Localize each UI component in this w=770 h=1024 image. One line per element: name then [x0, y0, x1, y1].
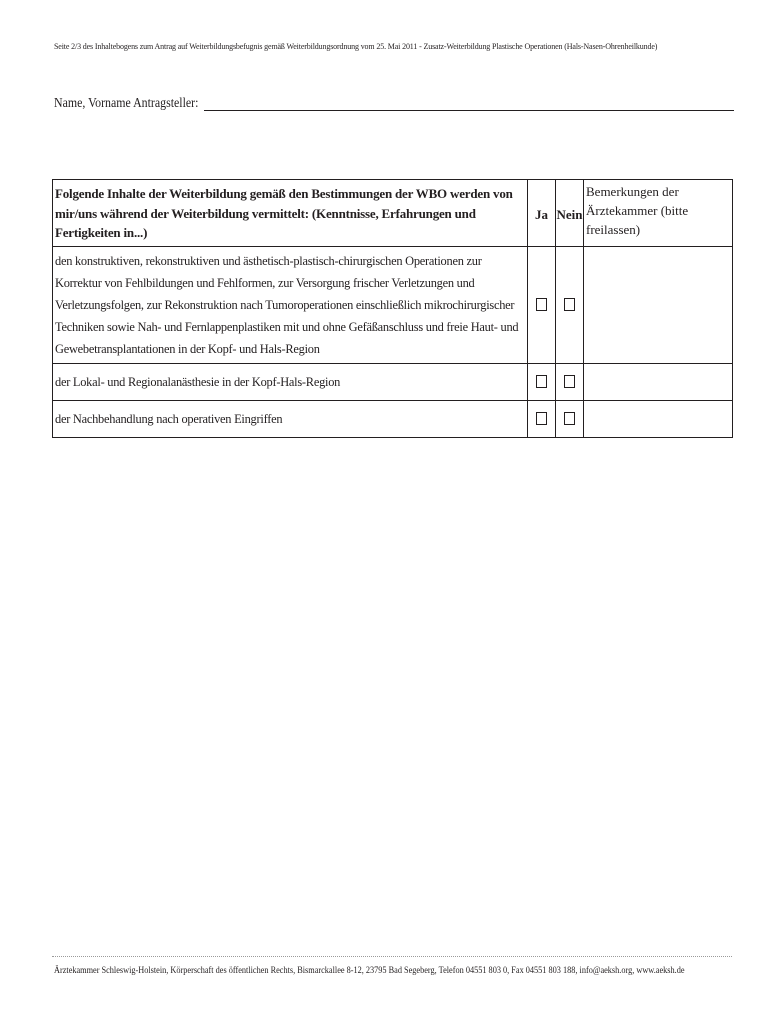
applicant-name-field[interactable]: [204, 97, 734, 111]
row-text: der Nachbehandlung nach operativen Eingriffen: [53, 400, 528, 437]
bemerkungen-cell: [584, 363, 733, 400]
table-row: [53, 363, 733, 400]
table-row: [53, 400, 733, 437]
checkbox-ja[interactable]: [536, 412, 547, 425]
checkbox-nein[interactable]: [564, 412, 575, 425]
column-header-ja: Ja: [528, 180, 556, 247]
column-header-contents: Folgende Inhalte der Weiterbildung gemäß den Bestimmungen der WBO werden von mir/uns während der Weiterbildung vermittelt: (Kenntnisse, Erfahrungen und Fertigkeiten in...): [53, 180, 528, 247]
checkbox-nein[interactable]: [564, 375, 575, 388]
page-header-text: Seite 2/3 des Inhaltebogens zum Antrag auf Weiterbildungsbefugnis gemäß Weiterbildungsordnung vom 25. Mai 2011 - Zusatz-Weiterbildung Plastische Operationen (Hals-Nasen-Ohrenheilkunde): [54, 41, 658, 51]
row-text: der Lokal- und Regionalanästhesie in der Kopf-Hals-Region: [53, 363, 528, 400]
applicant-name-label: Name, Vorname Antragsteller:: [54, 95, 199, 110]
footer-divider: [52, 956, 732, 957]
table-row: [53, 246, 733, 363]
checkbox-ja[interactable]: [536, 375, 547, 388]
applicant-name-row: [54, 91, 734, 111]
bemerkungen-cell: [584, 246, 733, 363]
row-text: den konstruktiven, rekonstruktiven und ästhetisch-plastisch-chirurgischen Operationen zur Korrektur von Fehlbildungen und Fehlformen, zur Versorgung frischer Verletzungen und Verletzungsfolgen, zur Rekonstruktion nach Tumoroperationen einschließlich mikrochirurgischer Techniken sowie Nah- und Fernlappenplastiken mit und ohne Gefäßanschluss und freie Haut- und Gewebetransplantationen in der Kopf- und Hals-Region: [53, 246, 528, 363]
bemerkungen-cell: [584, 400, 733, 437]
checkbox-nein[interactable]: [564, 298, 575, 311]
checkbox-ja[interactable]: [536, 298, 547, 311]
training-content-table: [52, 179, 733, 438]
column-header-bemerkungen: Bemerkungen der Ärztekammer (bitte freilassen): [584, 180, 733, 247]
table-header-row: [53, 180, 733, 247]
column-header-nein: Nein: [556, 180, 584, 247]
page-footer-text: Ärztekammer Schleswig-Holstein, Körperschaft des öffentlichen Rechts, Bismarckallee 8-12, 23795 Bad Segeberg, Telefon 04551 803 0, Fax 04551 803 188, info@aeksh.org, www.aeksh.de: [54, 965, 685, 975]
